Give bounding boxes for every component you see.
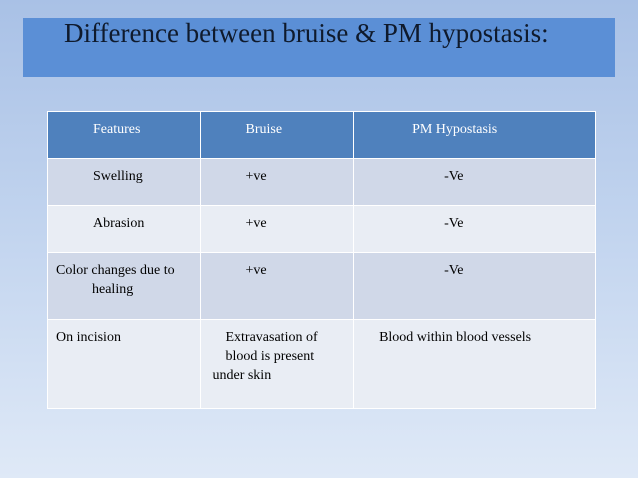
cell-pm: -Ve [354,206,596,253]
cell-bruise: +ve [201,253,354,320]
table-row [48,159,596,206]
header-features: Features [48,112,201,159]
cell-feature [48,253,201,320]
cell-pm: -Ve [354,253,596,320]
cell-pm: Blood within blood vessels [354,320,596,409]
table-row [48,253,596,320]
cell-bruise [201,320,354,409]
slide-title: Difference between bruise & PM hypostasis: [64,18,549,48]
comparison-table [47,111,596,409]
cell-feature: Swelling [48,159,201,206]
feature-line: healing [92,282,134,297]
table-header-row [48,112,596,159]
bruise-line: under skin [212,368,272,383]
bruise-line: blood is present [225,349,315,364]
cell-pm: -Ve [354,159,596,206]
title-bar [23,18,615,77]
cell-bruise: +ve [201,206,354,253]
cell-feature: Abrasion [48,206,201,253]
cell-bruise: +ve [201,159,354,206]
table-row [48,206,596,253]
bruise-line: Extravasation of [225,330,318,345]
cell-feature: On incision [48,320,201,409]
feature-line: Color changes due to [56,263,175,278]
header-bruise: Bruise [201,112,354,159]
header-pm-hypostasis: PM Hypostasis [354,112,596,159]
table-row [48,320,596,409]
